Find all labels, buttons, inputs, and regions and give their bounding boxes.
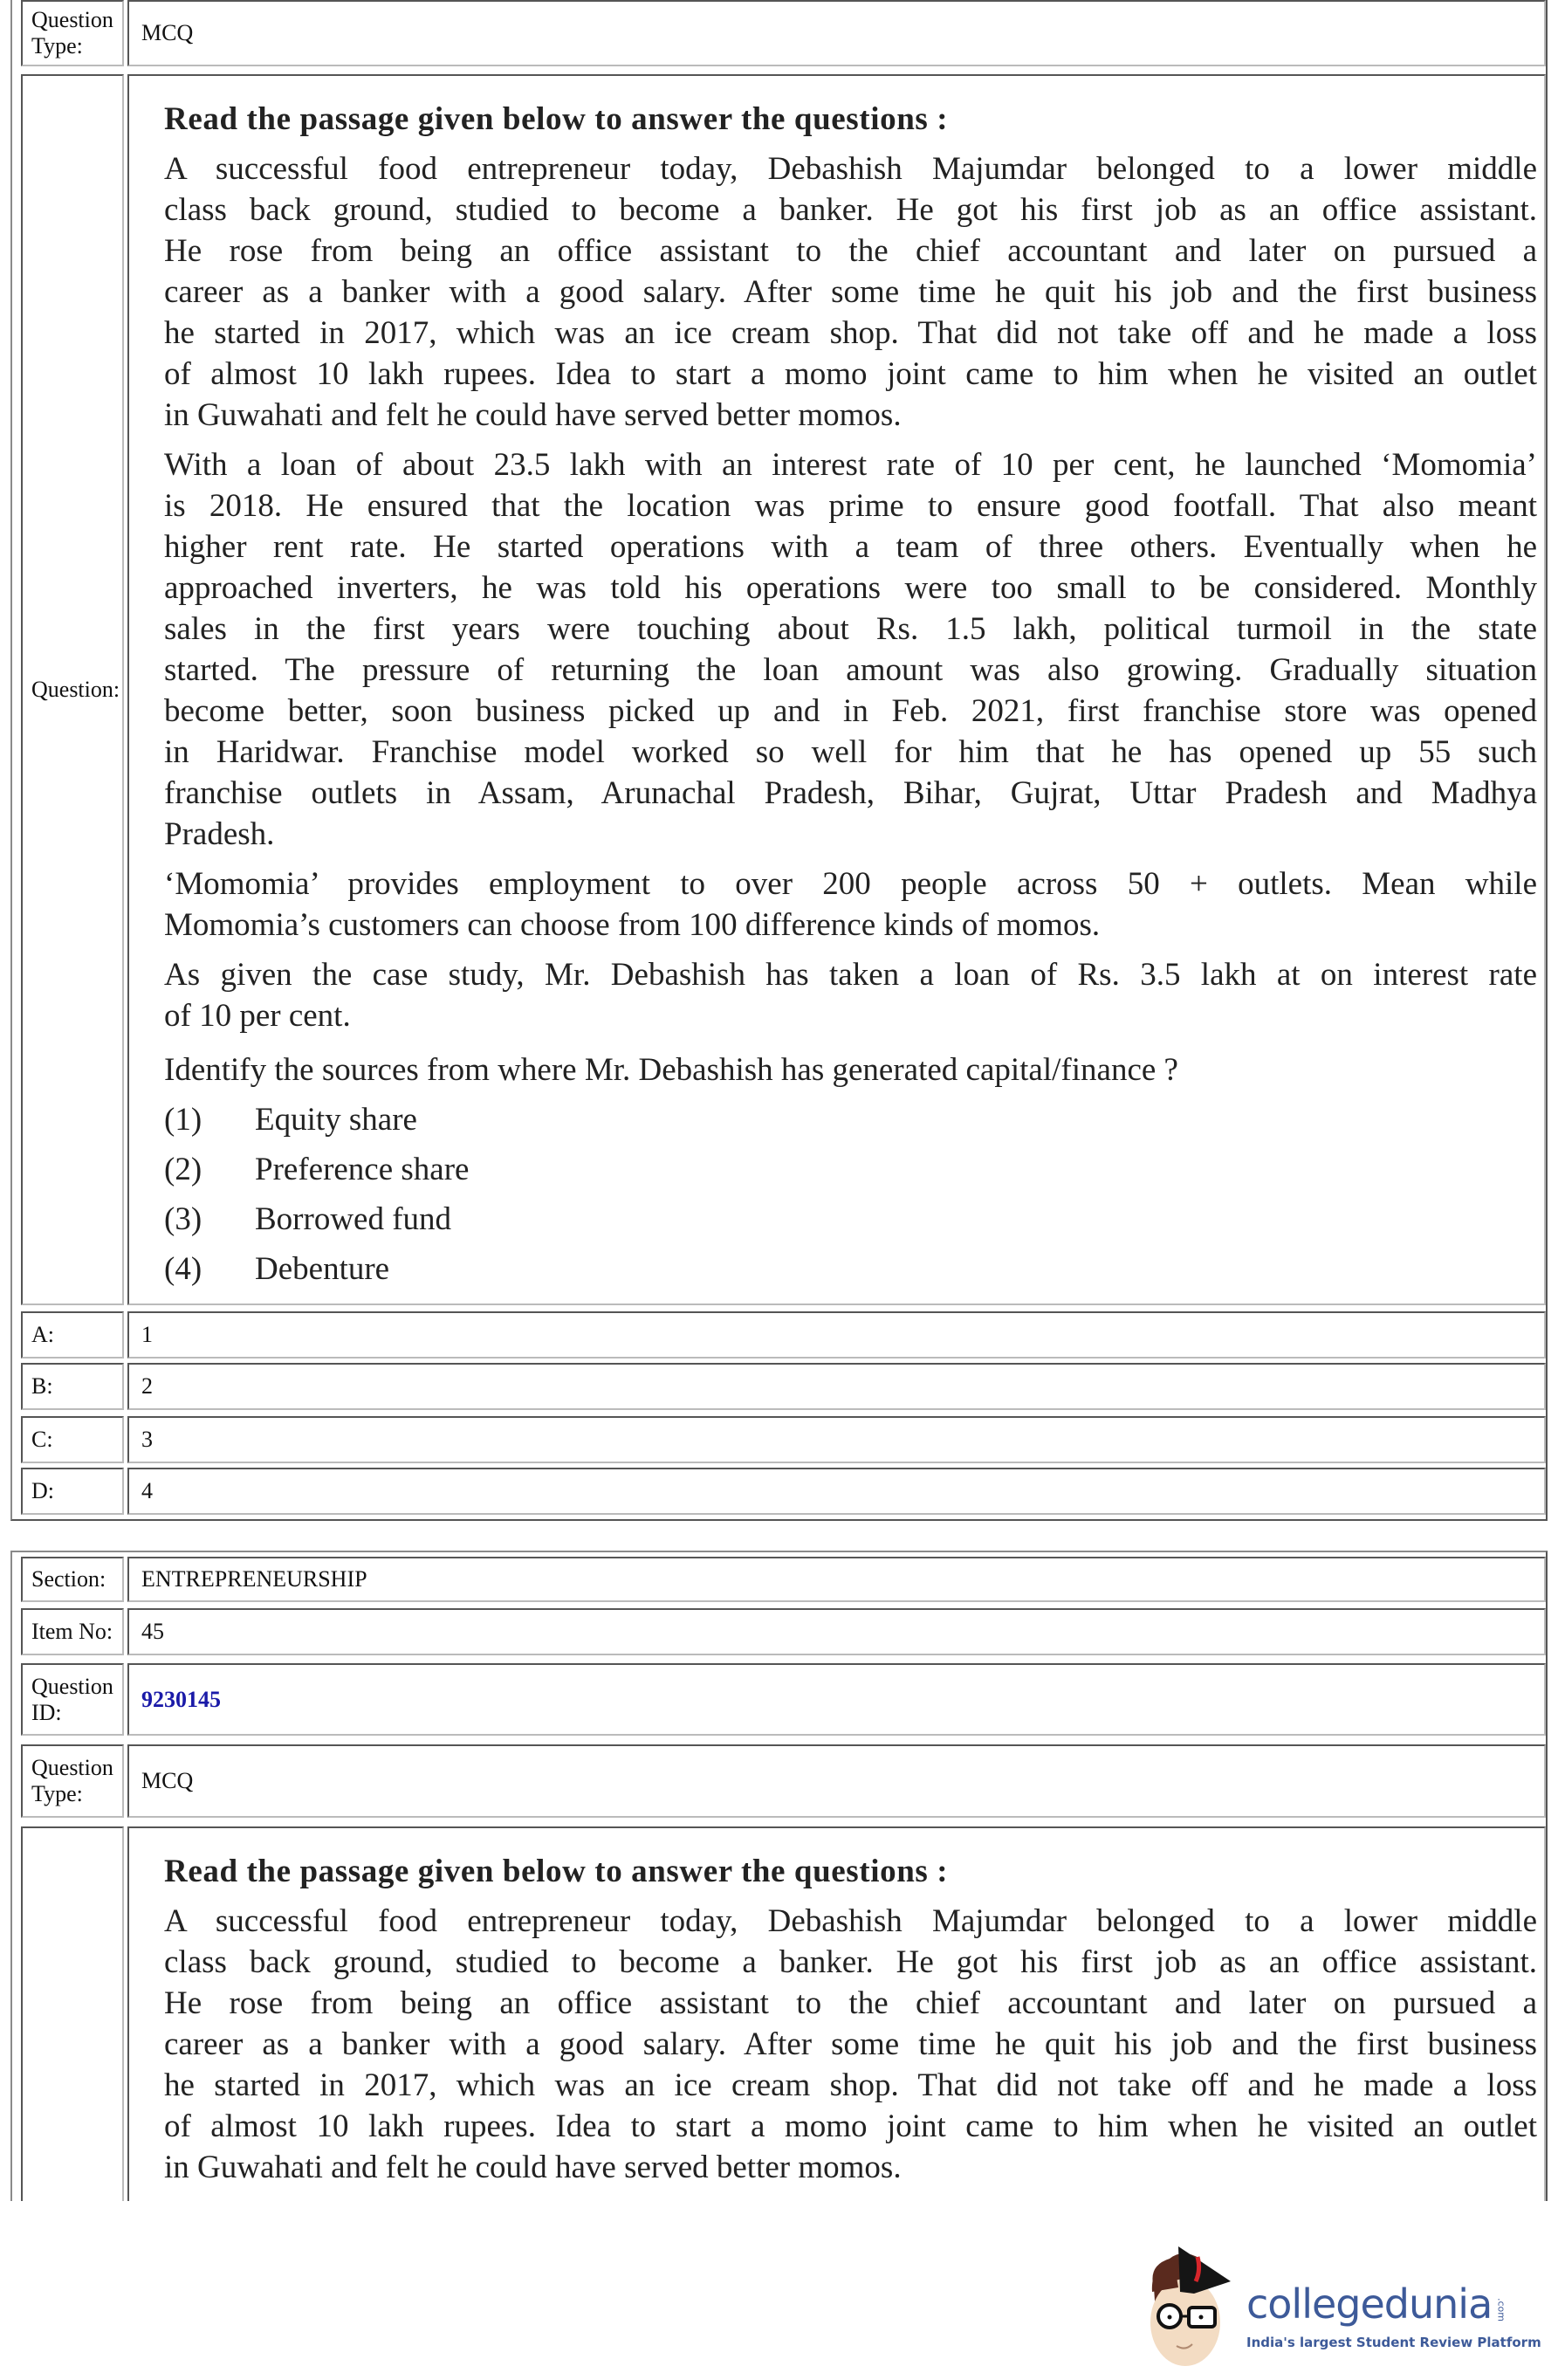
- passage-line: As given the case study, Mr. Debashish has taken a loan of Rs. 3.5 lakh at on interest rate: [164, 957, 1537, 993]
- passage-line: he started in 2017, which was an ice cream shop. That did not take off and he made a loss: [164, 315, 1537, 351]
- passage-paragraph: [164, 444, 1537, 855]
- passage-line: become better, soon business picked up and in Feb. 2021, first franchise store was opened: [164, 693, 1537, 729]
- answer-b-value: 2: [127, 1363, 1546, 1410]
- answer-c-value: 3: [127, 1416, 1546, 1463]
- passage-paragraph: [164, 1901, 1537, 2188]
- option-3: [164, 1194, 1537, 1244]
- question-body: [127, 1826, 1546, 2201]
- answer-c-label: C:: [21, 1416, 124, 1463]
- option-number: (2): [164, 1152, 202, 1187]
- passage-line: is 2018. He ensured that the location was prime to ensure good footfall. That also meant: [164, 488, 1537, 524]
- option-4: [164, 1244, 1537, 1294]
- logo-tagline: India's largest Student Review Platform: [1246, 2335, 1541, 2350]
- passage-line: approached inverters, he was told his operations were too small to be considered. Monthly: [164, 570, 1537, 606]
- answer-b-label: B:: [21, 1363, 124, 1410]
- passage-line: Pradesh.: [164, 816, 275, 852]
- passage-heading: Read the passage given below to answer the questions :: [164, 101, 949, 137]
- passage: [164, 1851, 1537, 2197]
- passage-line: class back ground, studied to become a banker. He got his first job as an office assistant.: [164, 192, 1537, 228]
- passage-line: of 10 per cent.: [164, 998, 351, 1034]
- option-2: [164, 1145, 1537, 1194]
- passage-line: With a loan of about 23.5 lakh with an interest rate of 10 per cent, he launched ‘Momomia’: [164, 447, 1537, 483]
- passage-line: He rose from being an office assistant to the chief accountant and later on pursued a: [164, 233, 1537, 269]
- option-text: Debenture: [255, 1251, 390, 1287]
- passage-line: Momomia’s customers can choose from 100 difference kinds of momos.: [164, 907, 1101, 943]
- passage-heading: Read the passage given below to answer the questions :: [164, 1854, 949, 1889]
- passage-line: sales in the first years were touching about Rs. 1.5 lakh, political turmoil in the state: [164, 611, 1537, 647]
- section-value: ENTREPRENEURSHIP: [127, 1557, 1546, 1602]
- option-1: [164, 1095, 1537, 1145]
- question-type-label: Question Type:: [21, 1744, 124, 1818]
- item-no-value: 45: [127, 1608, 1546, 1655]
- section-label: Section:: [21, 1557, 124, 1602]
- item-no-label: Item No:: [21, 1608, 124, 1655]
- passage: [164, 99, 1537, 1294]
- logo-brand: collegedunia: [1246, 2280, 1493, 2328]
- question-table-2: [10, 1551, 1548, 2201]
- option-number: (1): [164, 1102, 202, 1138]
- passage-line: ‘Momomia’ provides employment to over 200 people across 50 + outlets. Mean while: [164, 866, 1537, 902]
- option-number: (3): [164, 1201, 202, 1237]
- passage-line: A successful food entrepreneur today, Debashish Majumdar belonged to a lower middle: [164, 151, 1537, 187]
- logo-brand-row: [1246, 2274, 1506, 2328]
- passage-paragraph: [164, 954, 1537, 1036]
- option-number: (4): [164, 1251, 202, 1287]
- question-label: [21, 1826, 124, 2201]
- passage-line: A successful food entrepreneur today, Debashish Majumdar belonged to a lower middle: [164, 1903, 1537, 1939]
- answer-a-value: 1: [127, 1311, 1546, 1359]
- passage-line: franchise outlets in Assam, Arunachal Pradesh, Bihar, Gujrat, Uttar Pradesh and Madhya: [164, 775, 1537, 811]
- options-list: [164, 1095, 1537, 1294]
- question-text: Identify the sources from where Mr. Debashish has generated capital/finance ?: [164, 1052, 1178, 1088]
- question-id-label: Question ID:: [21, 1663, 124, 1736]
- passage-line: class back ground, studied to become a banker. He got his first job as an office assistant.: [164, 1944, 1537, 1980]
- question-id-value: 9230145: [127, 1663, 1546, 1736]
- option-text: Borrowed fund: [255, 1201, 452, 1237]
- passage-paragraphs: [164, 148, 1537, 1036]
- passage-line: of almost 10 lakh rupees. Idea to start a momo joint came to him when he visited an outlet: [164, 2108, 1537, 2144]
- answer-d-label: D:: [21, 1468, 124, 1515]
- question-type-label: Question Type:: [21, 0, 124, 66]
- passage-line: career as a banker with a good salary. After some time he quit his job and the first business: [164, 2026, 1537, 2062]
- passage-line: in Guwahati and felt he could have served better momos.: [164, 2150, 902, 2185]
- passage-line: in Haridwar. Franchise model worked so well for him that he has opened up 55 such: [164, 734, 1537, 770]
- question-body: [127, 74, 1546, 1305]
- passage-line: started. The pressure of returning the loan amount was also growing. Gradually situation: [164, 652, 1537, 688]
- passage-line: of almost 10 lakh rupees. Idea to start a momo joint came to him when he visited an outlet: [164, 356, 1537, 392]
- passage-line: He rose from being an office assistant to the chief accountant and later on pursued a: [164, 1985, 1537, 2021]
- passage-line: he started in 2017, which was an ice cream shop. That did not take off and he made a loss: [164, 2067, 1537, 2103]
- passage-paragraphs: [164, 1901, 1537, 2188]
- logo-tld: .com: [1495, 2298, 1507, 2322]
- passage-line: career as a banker with a good salary. After some time he quit his job and the first business: [164, 274, 1537, 310]
- passage-paragraph: [164, 863, 1537, 946]
- question-type-value: MCQ: [127, 1744, 1546, 1818]
- passage-line: higher rent rate. He started operations with a team of three others. Eventually when he: [164, 529, 1537, 565]
- answer-d-value: 4: [127, 1468, 1546, 1515]
- passage-paragraph: [164, 148, 1537, 436]
- logo-text: [1246, 2274, 1541, 2351]
- option-text: Preference share: [255, 1152, 470, 1187]
- question-type-value: MCQ: [127, 0, 1546, 66]
- question-label: Question:: [21, 74, 124, 1305]
- answer-a-label: A:: [21, 1311, 124, 1359]
- question-table-1: [10, 0, 1548, 1521]
- collegedunia-logo: [1135, 2239, 1554, 2370]
- passage-line: in Guwahati and felt he could have served better momos.: [164, 397, 902, 433]
- option-text: Equity share: [255, 1102, 417, 1138]
